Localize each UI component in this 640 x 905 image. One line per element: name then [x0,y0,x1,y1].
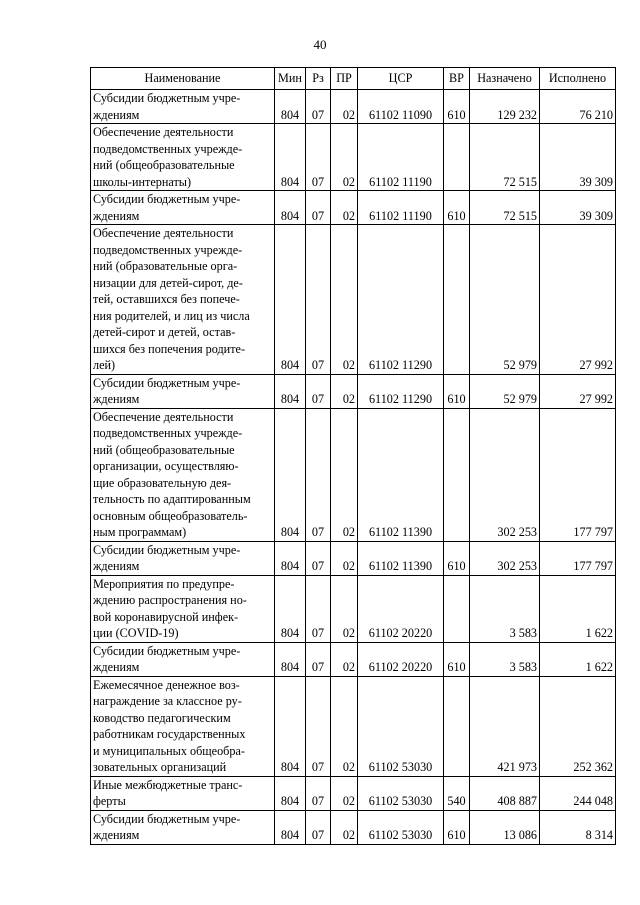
row-vr [444,676,470,776]
row-name: Субсидии бюджетным учре- ждениям [91,90,275,124]
row-pr: 02 [331,575,358,642]
row-executed: 76 210 [540,90,616,124]
header-assigned: Назначено [470,68,540,90]
row-executed: 39 309 [540,124,616,191]
row-min: 804 [275,642,306,676]
row-pr: 02 [331,374,358,408]
row-name: Ежемесячное денежное воз- награждение за классное ру- ководство педагогическим работникам государственных и муниципальных общеобра- зовательных организаций [91,676,275,776]
row-assigned: 3 583 [470,642,540,676]
row-csr: 61102 11390 [358,408,444,541]
row-min: 804 [275,810,306,844]
row-rz: 07 [306,374,331,408]
row-rz: 07 [306,575,331,642]
header-executed: Исполнено [540,68,616,90]
row-assigned: 72 515 [470,191,540,225]
row-name: Субсидии бюджетным учре- ждениям [91,642,275,676]
row-assigned: 408 887 [470,776,540,810]
row-pr: 02 [331,90,358,124]
row-csr: 61102 11190 [358,124,444,191]
row-executed: 1 622 [540,575,616,642]
row-executed: 1 622 [540,642,616,676]
row-name: Субсидии бюджетным учре- ждениям [91,541,275,575]
row-name: Обеспечение деятельности подведомственных учрежде- ний (общеобразовательные школы-интернаты) [91,124,275,191]
row-vr: 610 [444,374,470,408]
row-name: Мероприятия по предупре- ждению распространения но- вой коронавирусной инфек- ции (COVID-19) [91,575,275,642]
row-assigned: 52 979 [470,374,540,408]
budget-table [90,67,616,845]
row-pr: 02 [331,642,358,676]
row-rz: 07 [306,408,331,541]
row-executed: 244 048 [540,776,616,810]
header-vr: ВР [444,68,470,90]
row-csr: 61102 11090 [358,90,444,124]
table-row [91,676,616,776]
row-rz: 07 [306,90,331,124]
table-row [91,541,616,575]
row-pr: 02 [331,541,358,575]
row-csr: 61102 20220 [358,642,444,676]
table-row [91,124,616,191]
row-min: 804 [275,676,306,776]
row-assigned: 52 979 [470,225,540,375]
row-rz: 07 [306,541,331,575]
row-executed: 177 797 [540,408,616,541]
row-csr: 61102 11390 [358,541,444,575]
row-name: Субсидии бюджетным учре- ждениям [91,810,275,844]
row-assigned: 302 253 [470,408,540,541]
row-pr: 02 [331,810,358,844]
page-number: 40 [313,37,327,52]
row-min: 804 [275,776,306,810]
row-assigned: 129 232 [470,90,540,124]
row-pr: 02 [331,124,358,191]
row-pr: 02 [331,408,358,541]
row-rz: 07 [306,124,331,191]
row-pr: 02 [331,776,358,810]
row-rz: 07 [306,642,331,676]
row-min: 804 [275,575,306,642]
row-min: 804 [275,374,306,408]
row-vr [444,225,470,375]
row-min: 804 [275,191,306,225]
row-name: Иные межбюджетные транс- ферты [91,776,275,810]
row-min: 804 [275,90,306,124]
row-assigned: 421 973 [470,676,540,776]
row-csr: 61102 53030 [358,810,444,844]
row-csr: 61102 11190 [358,191,444,225]
row-pr: 02 [331,191,358,225]
row-assigned: 13 086 [470,810,540,844]
row-name: Субсидии бюджетным учре- ждениям [91,374,275,408]
header-csr: ЦСР [358,68,444,90]
row-name: Субсидии бюджетным учре- ждениям [91,191,275,225]
header-pr: ПР [331,68,358,90]
row-executed: 27 992 [540,374,616,408]
row-csr: 61102 53030 [358,676,444,776]
row-pr: 02 [331,676,358,776]
row-executed: 177 797 [540,541,616,575]
table-row [91,776,616,810]
table-row [91,408,616,541]
row-rz: 07 [306,191,331,225]
row-vr: 610 [444,810,470,844]
row-pr: 02 [331,225,358,375]
table-header-row [91,68,616,90]
table-row [91,642,616,676]
row-executed: 8 314 [540,810,616,844]
row-rz: 07 [306,676,331,776]
row-csr: 61102 11290 [358,225,444,375]
table-row [91,374,616,408]
row-assigned: 72 515 [470,124,540,191]
row-rz: 07 [306,810,331,844]
row-vr: 610 [444,90,470,124]
row-vr [444,408,470,541]
row-min: 804 [275,541,306,575]
row-vr: 540 [444,776,470,810]
row-min: 804 [275,124,306,191]
row-vr [444,575,470,642]
row-vr: 610 [444,642,470,676]
row-vr: 610 [444,541,470,575]
row-assigned: 3 583 [470,575,540,642]
table-row [91,575,616,642]
row-csr: 61102 11290 [358,374,444,408]
row-executed: 27 992 [540,225,616,375]
row-name: Обеспечение деятельности подведомственных учрежде- ний (образовательные орга- низации для детей-сирот, де- тей, оставшихся без попече- ния родителей, и лиц из числа детей-сирот и детей, остав- шихся без попечения родите- лей) [91,225,275,375]
table-row [91,90,616,124]
table-row [91,810,616,844]
header-name: Наименование [91,68,275,90]
row-executed: 39 309 [540,191,616,225]
row-name: Обеспечение деятельности подведомственных учрежде- ний (общеобразовательные организации, осуществляю- щие образовательную дея- тельность по адаптированным основным общеобразователь- ным программам) [91,408,275,541]
header-rz: Рз [306,68,331,90]
table-row [91,225,616,375]
row-vr [444,124,470,191]
row-executed: 252 362 [540,676,616,776]
row-min: 804 [275,408,306,541]
row-assigned: 302 253 [470,541,540,575]
row-csr: 61102 53030 [358,776,444,810]
table-row [91,191,616,225]
row-csr: 61102 20220 [358,575,444,642]
row-min: 804 [275,225,306,375]
header-min: Мин [275,68,306,90]
row-rz: 07 [306,776,331,810]
row-vr: 610 [444,191,470,225]
row-rz: 07 [306,225,331,375]
